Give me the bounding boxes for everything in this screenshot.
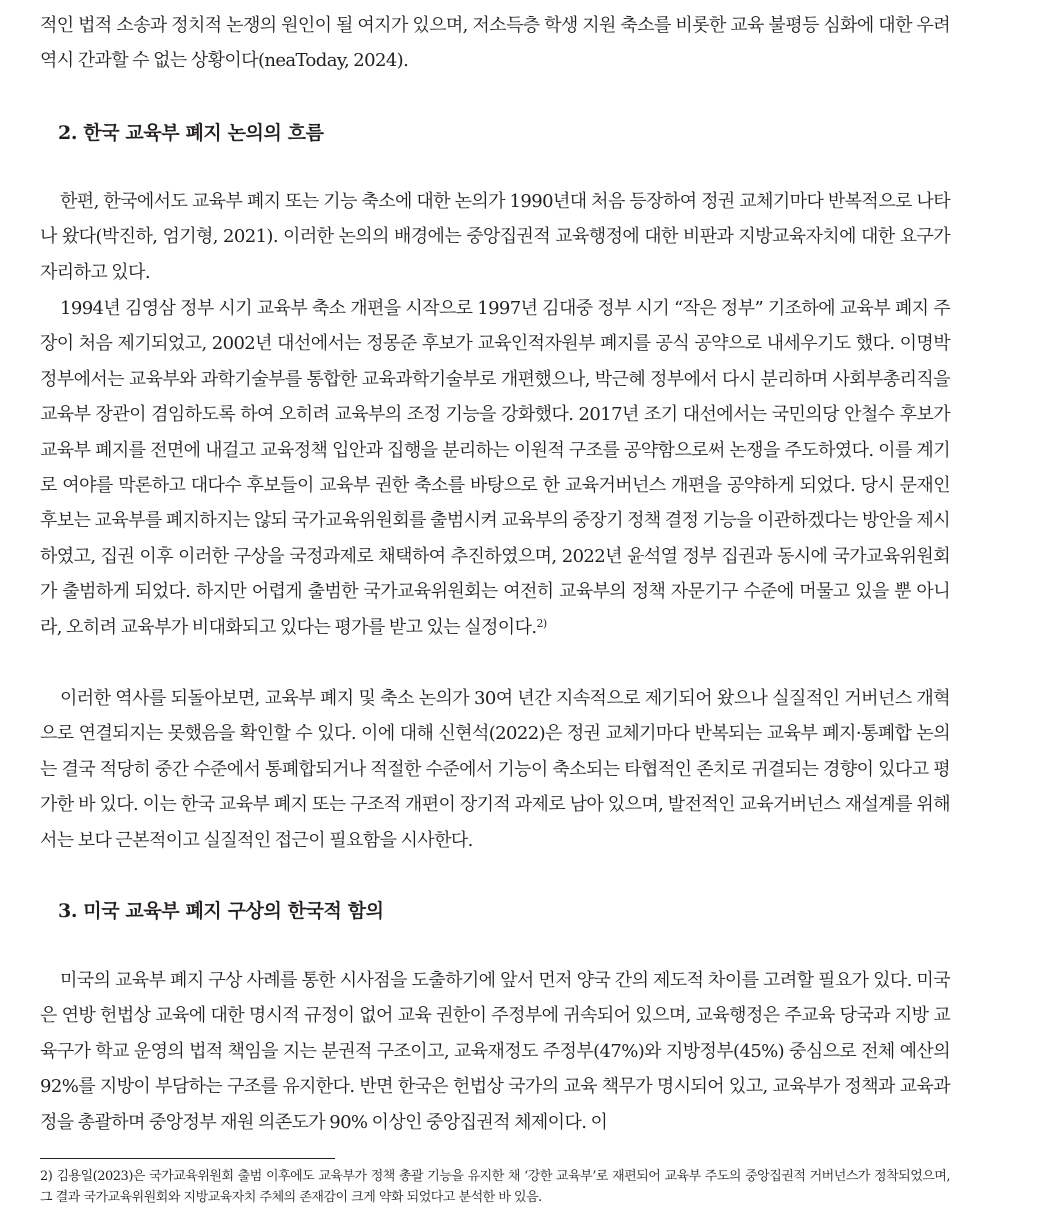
footnote-ref-2: 2): [536, 616, 547, 630]
footnote-divider: [40, 1158, 335, 1159]
paragraph-korea-reflection: 이러한 역사를 되돌아보면, 교육부 폐지 및 축소 논의가 30여 년간 지속적으로 제기되어 왔으나 실질적인 거버넌스 개혁으로 연결되지는 못했음을 확인할 수 있다. 이에 대해 신현석(2022)은 정권 교체기마다 반복되는 교육부 폐지·통폐합 논의는 결국 적당히 중간 수준에서 통폐합되거나 적절한 수준에서 기능이 축소되는 타협적인 존치로 귀결되는 경향이 있다고 평가한 바 있다. 이는 한국 교육부 폐지 또는 구조적 개편이 장기적 과제로 남아 있으며, 발전적인 교육거버넌스 재설계를 위해서는 보다 근본적이고 실질적인 접근이 필요함을 시사한다.: [40, 688, 950, 851]
paragraph-korea-history-text: 1994년 김영삼 정부 시기 교육부 축소 개편을 시작으로 1997년 김대중 정부 시기 “작은 정부” 기조하에 교육부 폐지 주장이 처음 제기되었고, 2002년 대선에서는 정몽준 후보가 교육인적자원부 폐지를 공식 공약으로 내세우기도 했다. 이명박 정부에서는 교육부와 과학기술부를 통합한 교육과학기술부로 개편했으나, 박근혜 정부에서 다시 분리하며 사회부총리직을 교육부 장관이 겸임하도록 하여 오히려 교육부의 조정 기능을 강화했다. 2017년 조기 대선에서는 국민의당 안철수 후보가 교육부 폐지를 전면에 내걸고 교육정책 입안과 집행을 분리하는 이원적 구조를 공약함으로써 논쟁을 주도하였다. 이를 계기로 여야를 막론하고 대다수 후보들이 교육부 권한 축소를 바탕으로 한 교육거버넌스 개편을 공약하게 되었다. 당시 문재인 후보는 교육부를 폐지하지는 않되 국가교육위원회를 출범시켜 교육부의 중장기 정책 결정 기능을 이관하겠다는 방안을 제시하였고, 집권 이후 이러한 구상을 국정과제로 채택하여 추진하였으며, 2022년 윤석열 정부 집권과 동시에 국가교육위원회가 출범하게 되었다. 하지만 어렵게 출범한 국가교육위원회는 여전히 교육부의 정책 자문기구 수준에 머물고 있을 뿐 아니라, 오히려 교육부가 비대화되고 있다는 평가를 받고 있는 실정이다.: [40, 298, 950, 638]
paragraph-us-korea-comparison: 미국의 교육부 폐지 구상 사례를 통한 시사점을 도출하기에 앞서 먼저 양국 간의 제도적 차이를 고려할 필요가 있다. 미국은 연방 헌법상 교육에 대한 명시적 규정이 없어 교육 권한이 주정부에 귀속되어 있으며, 교육행정은 주교육 당국과 지방 교육구가 학교 운영의 법적 책임을 지는 분권적 구조이고, 교육재정도 주정부(47%)와 지방정부(45%) 중심으로 전체 예산의 92%를 지방이 부담하는 구조를 유지한다. 반면 한국은 헌법상 국가의 교육 책무가 명시되어 있고, 교육부가 정책과 교육과정을 총괄하며 중앙정부 재원 의존도가 90% 이상인 중앙집권적 체제이다. 이: [40, 970, 950, 1133]
paragraph-intro-continuation: 적인 법적 소송과 정치적 논쟁의 원인이 될 여지가 있으며, 저소득층 학생 지원 축소를 비롯한 교육 불평등 심화에 대한 우려 역시 간과할 수 없는 상황이다(neaToday, 2024).: [40, 15, 950, 72]
footnote-2: 2) 김용일(2023)은 국가교육위원회 출범 이후에도 교육부가 정책 총괄 기능을 유지한 채 ‘강한 교육부’로 재편되어 교육부 주도의 중앙집권적 거버넌스가 정착되었으며, 그 결과 국가교육위원회와 지방교육자치 주체의 존재감이 크게 약화 되었다고 분석한 바 있음.: [40, 1169, 950, 1205]
paragraph-korea-discussion-intro: 한편, 한국에서도 교육부 폐지 또는 기능 축소에 대한 논의가 1990년대 처음 등장하여 정권 교체기마다 반복적으로 나타나 왔다(박진하, 엄기형, 2021). 이러한 논의의 배경에는 중앙집권적 교육행정에 대한 비판과 지방교육자치에 대한 요구가 자리하고 있다.: [40, 191, 950, 283]
paragraph-korea-history: [40, 291, 950, 645]
section-heading-3: 3. 미국 교육부 폐지 구상의 한국적 함의: [58, 900, 384, 922]
section-heading-2: 2. 한국 교육부 폐지 논의의 흐름: [58, 122, 324, 144]
